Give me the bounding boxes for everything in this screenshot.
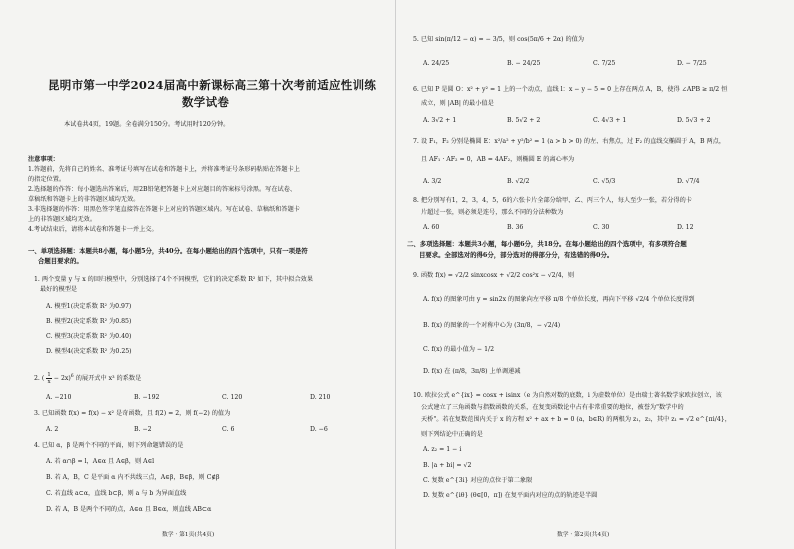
q5-option-b: B. − 24/25 (507, 60, 541, 67)
q6-option-b: B. 5√2 + 2 (507, 117, 541, 124)
q8-stem-cont: 片超过一张，则必须是连号，那么不同的分法种数为 (421, 209, 564, 216)
q2-stem-rest: 的展开式中 x³ 的系数是 (75, 375, 142, 382)
notice-item: 2.选择题的作答：每小题选出答案后，用2B铅笔把答题卡上对应题目的答案标号涂黑。写在试卷、 (28, 186, 297, 193)
q9-option-c: C. f(x) 的最小值为 − 1/2 (423, 346, 495, 353)
exam-title: 昆明市第一中学2024届高中新课标高三第十次考前适应性训练 (48, 78, 377, 92)
q10-option-a: A. z₂ = 1 − i (423, 446, 462, 453)
q4-stem: 4. 已知 α，β 是两个不同的平面，则下列命题错误的是 (34, 442, 184, 449)
exam-info: 本试卷共4页，19题。全卷满分150分。考试用时120分钟。 (64, 121, 230, 128)
q3-option-b: B. −2 (134, 426, 152, 433)
q3-option-a: A. 2 (46, 426, 59, 433)
page-footer-left: 数学 · 第1页(共4页) (162, 532, 215, 538)
notice-item: 1.答题前，先将自己的姓名、准考证号填写在试卷和答题卡上，并将准考证号条形码粘贴在答题卡上 (28, 166, 300, 173)
section1-heading-cont: 合题目要求的。 (38, 257, 83, 265)
q1-option-a: A. 模型1(决定系数 R² 为0.97) (46, 303, 132, 310)
q4-option-b: B. 若 A，B，C 是平面 α 内不共线三点，A∈β，B∈β，则 C∉β (46, 474, 220, 481)
q2-fraction-numerator: 1 (47, 372, 51, 378)
section2-heading: 二、多项选择题：本题共3小题，每小题6分，共18分。在每小题给出的四个选项中，有多项符合题 (407, 240, 687, 248)
q10-stem-cont: 天桥"。若在复数范围内关于 x 的方程 x² + ax + b = 0 (a，b∈R) 的两根为 z₁，z₂，其中 z₁ = √2 e^{πi/4}， (421, 416, 731, 423)
q7-option-c: C. √5/3 (593, 178, 616, 185)
q1-option-d: D. 模型4(决定系数 R² 为0.25) (46, 348, 132, 355)
q2-paren-right: ) (68, 375, 71, 382)
exam-subtitle: 数学试卷 (182, 95, 230, 109)
q2-exponent: 6 (70, 373, 74, 379)
q5-option-d: D. − 7/25 (677, 60, 707, 67)
notice-item: 3.非选择题的作答：用黑色签字笔直接答在答题卡上对应的答题区域内。写在试卷、草稿纸和答题卡 (28, 206, 300, 213)
q8-stem: 8. 把分别写有1，2，3，4，5，6的六张卡片全部分给甲、乙、丙三个人，每人至少一张，若分得的卡 (413, 197, 692, 204)
q2-option-c: C. 120 (222, 394, 243, 401)
q4-option-d: D. 若 A，B 是两个不同的点，A∈α 且 B∈α，则直线 AB⊂α (46, 506, 212, 513)
q8-option-a: A. 60 (423, 224, 440, 231)
notice-heading: 注意事项： (28, 156, 59, 163)
q7-stem-cont: 且 AF₁ · AF₂ = 0，AB = 4AF₂，则椭圆 E 的离心率为 (421, 156, 575, 163)
q10-option-d: D. 复数 e^{iθ} (θ∈[0，π]) 在复平面内对应的点的轨迹是半圆 (423, 492, 598, 499)
q4-option-c: C. 若直线 a⊂α，直线 b⊂β，则 a 与 b 为异面直线 (46, 490, 187, 497)
q9-option-d: D. f(x) 在 (π/8，3π/8) 上单调递减 (423, 368, 521, 375)
q7-option-d: D. √7/4 (677, 178, 700, 185)
q1-stem: 1. 两个变量 y 与 x 的回归模型中，分别选择了4个不同模型，它们的决定系数 R² 如下，其中拟合效果 (34, 276, 314, 283)
notice-item: 草稿纸和答题卡上的非答题区域均无效。 (28, 196, 140, 203)
q2-stem (34, 372, 141, 385)
notice-item: 的指定位置。 (28, 176, 66, 183)
q2-expression: − 2x (53, 375, 69, 382)
q8-option-c: C. 30 (593, 224, 610, 231)
q8-option-b: B. 36 (507, 224, 524, 231)
q10-option-b: B. |a + bi| = √2 (423, 462, 472, 469)
notice-item: 上的非答题区域均无效。 (28, 216, 97, 223)
q2-paren-left: ( (41, 375, 45, 382)
q1-stem-cont: 最好的模型是 (40, 286, 78, 293)
q2-option-b: B. −192 (134, 394, 160, 401)
q9-option-a: A. f(x) 的图象可由 y = sin2x 的图象向左平移 π/8 个单位长度，再向下平移 √2/4 个单位长度得到 (423, 296, 695, 303)
section1-heading: 一、单项选择题：本题共8小题，每小题5分，共40分。在每小题给出的四个选项中，只有一项是符 (28, 247, 308, 255)
notice-item: 4.考试结束后，请将本试卷和答题卡一并上交。 (28, 226, 158, 233)
q8-option-d: D. 12 (677, 224, 694, 231)
q2-number: 2. (34, 375, 40, 382)
q2-option-d: D. 210 (310, 394, 331, 401)
column-divider (395, 0, 396, 549)
q1-option-c: C. 模型3(决定系数 R² 为0.40) (46, 333, 132, 340)
q10-option-c: C. 复数 e^{3i} 对应的点位于第二象限 (423, 477, 533, 484)
q5-option-c: C. 7/25 (593, 60, 616, 67)
page-footer-right: 数学 · 第2页(共4页) (557, 532, 610, 538)
q1-option-b: B. 模型2(决定系数 R² 为0.85) (46, 318, 132, 325)
q6-stem-cont: 成立，则 |AB| 的最小值是 (421, 100, 494, 107)
section2-heading-cont: 目要求。全部选对的得6分，部分选对的得部分分，有选错的得0分。 (419, 251, 614, 259)
q6-option-d: D. 5√3 + 2 (677, 117, 711, 124)
q2-option-a: A. −210 (46, 394, 72, 401)
q3-option-d: D. −6 (310, 426, 328, 433)
q6-stem: 6. 已知 P 是圆 O：x² + y² = 1 上的一个动点，直线 l：x − y − 5 = 0 上存在两点 A，B，使得 ∠APB ≥ π/2 恒 (413, 86, 728, 93)
q2-fraction-denominator: x (47, 379, 51, 385)
q5-stem: 5. 已知 sin(π/12 − α) = − 3/5，则 cos(5π/6 + 2α) 的值为 (413, 36, 585, 43)
q7-option-a: A. 3/2 (423, 178, 442, 185)
q6-option-c: C. 4√3 + 1 (593, 117, 627, 124)
q9-stem: 9. 函数 f(x) = √2/2 sinxcosx + √2/2 cos²x − √2/4，则 (413, 272, 575, 279)
q7-option-b: B. √2/2 (507, 178, 530, 185)
q3-stem: 3. 已知函数 f(x) = f(x) − x² 是奇函数，且 f(2) = 2，则 f(−2) 的值为 (34, 410, 231, 417)
q5-option-a: A. 24/25 (423, 60, 450, 67)
q6-option-a: A. 3√2 + 1 (423, 117, 457, 124)
q4-option-a: A. 若 α∩β = l，A∈α 且 A∈β，则 A∈l (46, 458, 155, 465)
q10-stem-cont: 公式建立了三角函数与指数函数的关系，在复变函数论中占有非常重要的地位，被誉为"数学中的 (421, 404, 684, 411)
q10-stem: 10. 欧拉公式 e^{ix} = cosx + isinx（e 为自然对数的底数，i 为虚数单位）是由瑞士著名数学家欧拉创立，该 (413, 392, 722, 399)
q2-fraction (46, 372, 52, 385)
q7-stem: 7. 设 F₁，F₂ 分别是椭圆 E：x²/a² + y²/b² = 1 (a > b > 0) 的左、右焦点，过 F₂ 的直线交椭圆于 A，B 两点， (413, 138, 726, 145)
q10-stem-cont: 则下列结论中正确的是 (421, 431, 483, 438)
q3-option-c: C. 6 (222, 426, 235, 433)
q9-option-b: B. f(x) 的图象的一个对称中心为 (3π/8，− √2/4) (423, 322, 561, 329)
